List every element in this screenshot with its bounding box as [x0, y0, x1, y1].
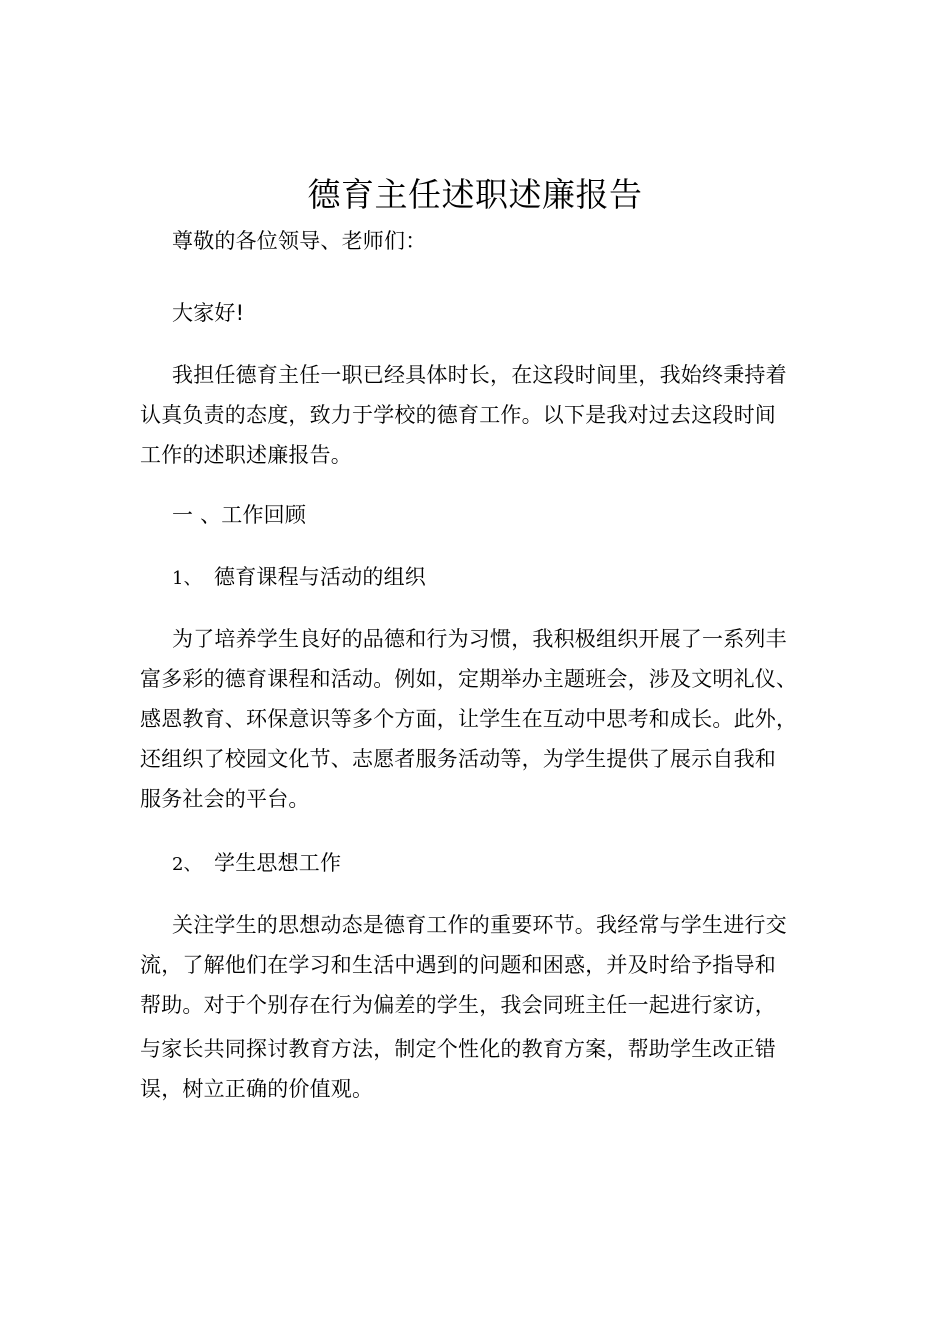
subsection-heading — [172, 562, 426, 594]
paragraph-line: 感恩教育、环保意识等多个方面，让学生在互动中思考和成长。此外， — [140, 707, 798, 731]
paragraph-line: 关注学生的思想动态是德育工作的重要环节。我经常与学生进行交 — [172, 913, 787, 937]
paragraph-line: 帮助。对于个别存在行为偏差的学生，我会同班主任一起进行家访， — [140, 993, 776, 1017]
document-title: 德育主任述职述廉报告 — [307, 175, 643, 214]
paragraph-line: 为了培养学生良好的品德和行为习惯，我积极组织开展了一系列丰 — [172, 627, 787, 651]
paragraph-line: 还组织了校园文化节、志愿者服务活动等，为学生提供了展示自我和 — [140, 747, 776, 771]
subsection-title: 学生思想工作 — [214, 851, 342, 875]
subsection-heading — [172, 848, 341, 880]
intro-line: 我担任德育主任一职已经具体时长，在这段时间里，我始终秉持着 — [172, 363, 787, 387]
intro-line: 工作的述职述廉报告。 — [140, 443, 352, 467]
subsection-number: 1、 — [172, 568, 202, 589]
paragraph-line: 富多彩的德育课程和活动。例如，定期举办主题班会，涉及文明礼仪、 — [140, 667, 798, 691]
paragraph-line: 与家长共同探讨教育方法，制定个性化的教育方案，帮助学生改正错 — [140, 1037, 776, 1061]
paragraph-line: 流，了解他们在学习和生活中遇到的问题和困惑，并及时给予指导和 — [140, 953, 776, 977]
paragraph-line: 服务社会的平台。 — [140, 787, 310, 811]
paragraph-line: 误，树立正确的价值观。 — [140, 1077, 374, 1101]
greeting: 大家好! — [172, 301, 245, 325]
section-heading: 一 、工作回顾 — [172, 503, 307, 527]
subsection-title: 德育课程与活动的组织 — [214, 565, 426, 589]
salutation: 尊敬的各位领导、老师们： — [172, 229, 427, 253]
intro-line: 认真负责的态度，致力于学校的德育工作。以下是我对过去这段时间 — [140, 403, 776, 427]
subsection-number: 2、 — [172, 854, 202, 875]
